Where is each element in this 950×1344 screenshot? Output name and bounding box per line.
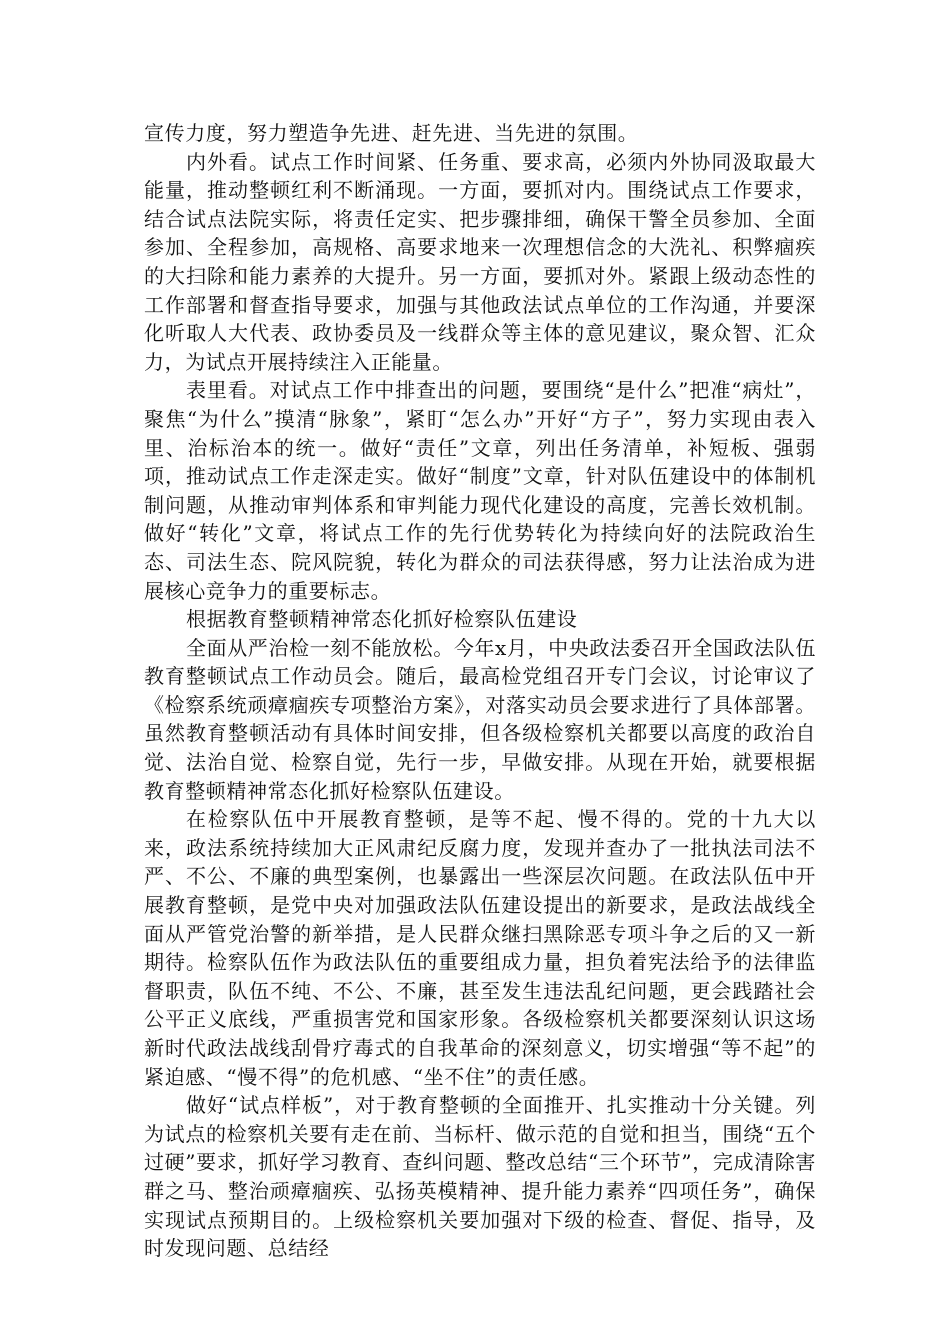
section-heading: 根据教育整顿精神常态化抓好检察队伍建设 bbox=[186, 607, 578, 632]
document-body bbox=[144, 119, 816, 1263]
paragraph-strict-governance: 全面从严治检一刻不能放松。今年x月，中央政法委召开全国政法队伍教育整顿试点工作动员会。随后，最高检党组召开专门会议，讨论审议了《检察系统顽瘴痼疾专项整治方案》，对落实动员会要求进行了具体部署。虽然教育整顿活动有具体时间安排，但各级检察机关都要以高度的政治自觉、法治自觉、检察自觉，先行一步，早做安排。从现在开始，就要根据教育整顿精神常态化抓好检察队伍建设。 bbox=[144, 635, 816, 803]
paragraph-inside-outside: 内外看。试点工作时间紧、任务重、要求高，必须内外协同汲取最大能量，推动整顿红利不断涌现。一方面，要抓对内。围绕试点工作要求，结合试点法院实际，将责任定实、把步骤排细，确保干警全员参加、全面参加、全程参加，高规格、高要求地来一次理想信念的大洗礼、积弊痼疾的大扫除和能力素养的大提升。另一方面，要抓对外。紧跟上级动态性的工作部署和督查指导要求，加强与其他政法试点单位的工作沟通，并要深化听取人大代表、政协委员及一线群众等主体的意见建议，聚众智、汇众力，为试点开展持续注入正能量。 bbox=[144, 149, 816, 374]
paragraph-pilot-model: 做好“试点样板”，对于教育整顿的全面推开、扎实推动十分关键。列为试点的检察机关要有走在前、当标杆、做示范的自觉和担当，围绕“五个过硬”要求，抓好学习教育、查纠问题、整改总结“三个环节”，完成清除害群之马、整治顽瘴痼疾、弘扬英模精神、提升能力素养“四项任务”，确保实现试点预期目的。上级检察机关要加强对下级的检查、督促、指导，及时发现问题、总结经 bbox=[144, 1093, 816, 1261]
paragraph-continuation: 宣传力度，努力塑造争先进、赶先进、当先进的氛围。 bbox=[144, 121, 639, 145]
paragraph-surface-depth: 表里看。对试点工作中排查出的问题，要围绕“是什么”把准“病灶”，聚焦“为什么”摸清“脉象”，紧盯“怎么办”开好“方子”，努力实现由表入里、治标治本的统一。做好“责任”文章，列出任务清单，补短板、强弱项，推动试点工作走深走实。做好“制度”文章，针对队伍建设中的体制机制问题，从推动审判体系和审判能力现代化建设的高度，完善长效机制。做好“转化”文章，将试点工作的先行优势转化为持续向好的法院政治生态、司法生态、院风院貌，转化为群众的司法获得感，努力让法治成为进展核心竞争力的重要标志。 bbox=[144, 378, 816, 603]
paragraph-education-rectification: 在检察队伍中开展教育整顿，是等不起、慢不得的。党的十九大以来，政法系统持续加大正风肃纪反腐力度，发现并查办了一批执法司法不严、不公、不廉的典型案例，也暴露出一些深层次问题。在政法队伍中开展教育整顿，是党中央对加强政法队伍建设提出的新要求，是政法战线全面从严管党治警的新举措，是人民群众继扫黑除恶专项斗争之后的又一新期待。检察队伍作为政法队伍的重要组成力量，担负着宪法给予的法律监督职责，队伍不纯、不公、不廉，甚至发生违法乱纪问题，更会践踏社会公平正义底线，严重损害党和国家形象。各级检察机关都要深刻认识这场新时代政法战线刮骨疗毒式的自我革命的深刻意义，切实增强“等不起”的紧迫感、“慢不得”的危机感、“坐不住”的责任感。 bbox=[144, 807, 816, 1089]
